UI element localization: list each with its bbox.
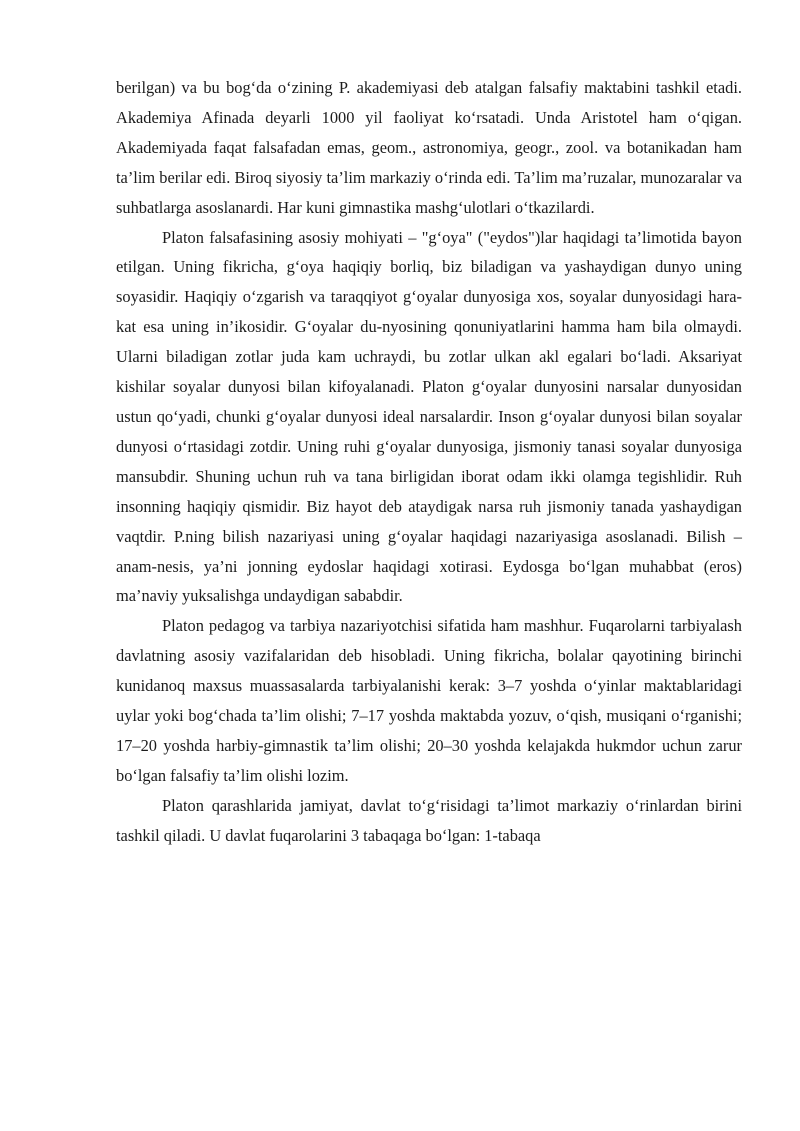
paragraph-education: Platon pedagog va tarbiya nazariyotchisi sifatida ham mashhur. Fuqarolarni tarbiyalash davlatning asosiy vazifalaridan deb hisobladi. Uning fikricha, bolalar qayotining birinchi kunidanoq maxsus muassasalarda tarbiyalanishi kerak: 3–7 yoshda o‘yinlar maktablaridagi uylar yoki bog‘chada ta’lim olishi; 7–17 yoshda maktabda yozuv, o‘qish, musiqani o‘rganishi; 17–20 yoshda harbiy-gimnastik ta’lim olishi; 20–30 yoshda kelajakda hukmdor uchun zarur bo‘lgan falsafiy ta’lim olishi lozim. [116, 616, 742, 785]
paragraph-state: Platon qarashlarida jamiyat, davlat to‘g‘risidagi ta’limot markaziy o‘rinlardan birini tashkil qiladi. U davlat fuqarolarini 3 tabaqaga bo‘lgan: 1-tabaqa [116, 795, 742, 845]
paragraph-academy: berilgan) va bu bog‘da o‘zining P. akademiyasi deb atalgan falsafiy maktabini tashkil etadi. Akademiya Afinada deyarli 1000 yil faoliyat ko‘rsatadi. Unda Aristotel ham o‘qigan. Akademiyada faqat falsafadan emas, geom., astronomiya, geogr., zool. va botanikadan ham ta’lim berilar edi. Biroq siyosiy ta’lim markaziy o‘rinda edi. Ta’lim ma’ruzalar, munozaralar va suhbatlarga asoslanardi. Har kuni gimnastika mashg‘ulotlari o‘tkazilardi. [116, 78, 742, 217]
body-text [116, 73, 742, 851]
paragraph-ideas-theory: Platon falsafasining asosiy mohiyati – "g‘oya" ("eydos")lar haqidagi ta’limotida bayon etilgan. Uning fikricha, g‘oya haqiqiy borliq, biz biladigan va yashaydigan dunyo uning soyasidir. Haqiqiy o‘zgarish va taraqqiyot g‘oyalar dunyosiga xos, soyalar dunyosidagi hara-kat esa uning in’ikosidir. G‘oyalar du-nyosining qonuniyatlarini hamma ham bila olmaydi. Ularni biladigan zotlar juda kam uchraydi, bu zotlar ulkan akl egalari bo‘ladi. Aksariyat kishilar soyalar dunyosi bilan kifoyalanadi. Platon g‘oyalar dunyosini narsalar dunyosidan ustun qo‘yadi, chunki g‘oyalar dunyosi ideal narsalardir. Inson g‘oyalar dunyosi bilan soyalar dunyosi o‘rtasidagi zotdir. Uning ruhi g‘oyalar dunyosiga, jismoniy tanasi soyalar dunyosiga mansubdir. Shuning uchun ruh va tana birligidan iborat odam ikki olamga tegishlidir. Ruh insonning haqiqiy qismidir. Biz hayot deb ataydigak narsa ruh jismoniy tanada yashaydigan vaqtdir. P.ning bilish nazariyasi uning g‘oyalar haqidagi nazariyasiga asoslanadi. Bilish – anam-nesis, ya’ni jonning eydoslar haqidagi xotirasi. Eydosga bo‘lgan muhabbat (eros) ma’naviy yuksalishga undaydigan sababdir. [116, 227, 742, 606]
